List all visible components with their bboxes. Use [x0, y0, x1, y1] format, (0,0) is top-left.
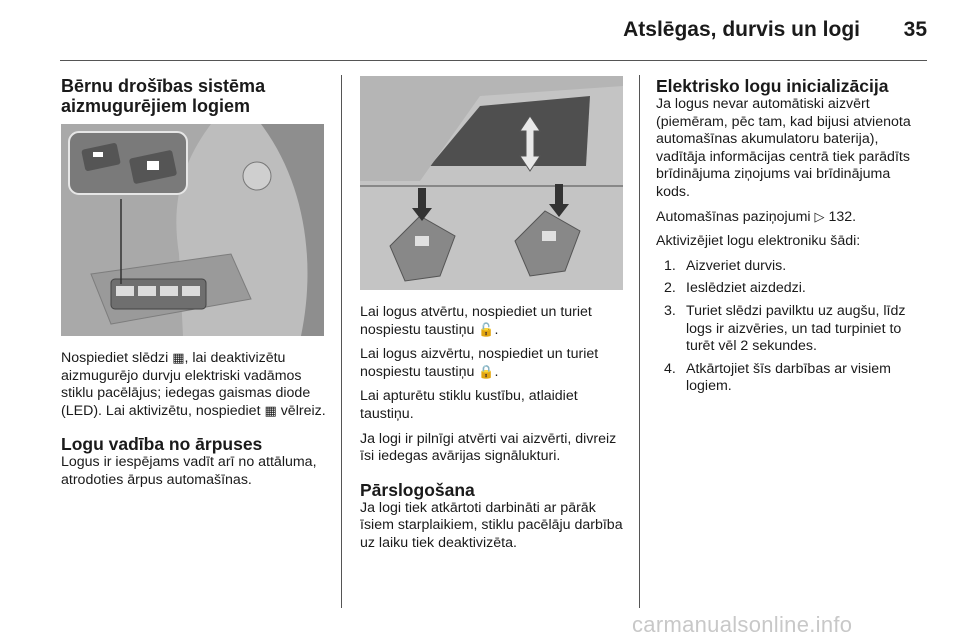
- list-item: [656, 280, 928, 298]
- steps-list: [656, 258, 928, 396]
- step-number: 1.: [664, 257, 676, 274]
- paragraph-open-windows: Lai logus atvērtu, nospiediet un turiet nospiestu taustiņu 🔓.: [360, 304, 592, 338]
- subheading-overload: Pārslogošana: [360, 479, 475, 500]
- lock-icon: 🔒: [478, 364, 495, 380]
- header-rule: [60, 60, 927, 61]
- child-lock-text-c: vēlreiz.: [276, 402, 326, 419]
- right-column: [656, 76, 928, 401]
- page-header-title: Atslēgas, durvis un logi: [623, 18, 860, 41]
- figure-remote-key-window: [360, 76, 623, 290]
- step-number: 2.: [664, 280, 676, 297]
- callout-led: [93, 152, 103, 157]
- paragraph-remote-control: Logus ir iespējams vadīt arī no attāluma, atrodoties ārpus automašīnas.: [61, 454, 317, 488]
- paragraph-vehicle-messages: [656, 209, 928, 227]
- paragraph-initialization-intro: Ja logus nevar automātiski aizvērt (piemēram, pēc tam, kad bijusi atvienota automašīnas akumulatoru baterija), vadītāja informācijas centrā tiek parādīts brīdinājuma ziņojums vai brīdinājuma kods.: [656, 96, 911, 200]
- paragraph-activate: Aktivizējiet logu elektroniku šādi:: [656, 233, 861, 250]
- paragraph-hazard-lights: Ja logi ir pilnīgi atvērti vai aizvērti, divreiz īsi iedegas avārijas signālukturi.: [360, 430, 617, 465]
- step-number: 3.: [664, 302, 676, 319]
- child-lock-window-icon: ▦: [264, 403, 277, 419]
- page-number: 35: [903, 18, 927, 41]
- paragraph-stop-windows: Lai apturētu stiklu kustību, atlaidiet taustiņu.: [360, 388, 578, 422]
- switch-1: [116, 286, 134, 296]
- column-divider-1: [341, 75, 342, 608]
- list-item: [656, 361, 928, 396]
- section-heading-initialization: Elektrisko logu inicializācija: [656, 76, 889, 96]
- unlock-icon: 🔓: [478, 322, 495, 338]
- switch-4: [182, 286, 200, 296]
- list-item: [656, 258, 928, 276]
- close-windows-text: Lai logus aizvērtu, nospiediet un turiet nospiestu taustiņu: [360, 346, 599, 380]
- switch-3: [160, 286, 178, 296]
- subheading-remote-control: Logu vadība no ārpuses: [61, 434, 263, 455]
- child-lock-window-icon: ▦: [172, 351, 185, 366]
- page-reference: 132.: [828, 208, 857, 225]
- column-divider-2: [639, 75, 640, 608]
- open-windows-text: Lai logus atvērtu, nospiediet un turiet nospiestu taustiņu: [360, 304, 592, 338]
- paragraph-overload: Ja logi tiek atkārtoti darbināti ar pārāk īsiem starplaikiem, stiklu pacēlāju darbība uz laiku tiek deaktivizēta.: [360, 499, 623, 551]
- callout-child-lock-symbol: [147, 161, 159, 170]
- step-text: Turiet slēdzi pavilktu uz augšu, līdz logs ir aizvēries, un tad turpiniet to turēt vēl 2 sekundes.: [686, 302, 906, 355]
- paragraph-close-windows: Lai logus aizvērtu, nospiediet un turiet nospiestu taustiņu 🔒.: [360, 346, 599, 380]
- page-reference-arrow-icon: ▷: [814, 209, 825, 225]
- door-handle: [243, 162, 271, 190]
- child-lock-text-a: Nospiediet slēdzi: [61, 350, 173, 366]
- vehicle-messages-text: Automašīnas paziņojumi: [656, 208, 815, 225]
- middle-column: [360, 76, 628, 560]
- list-item: [656, 303, 928, 356]
- watermark: carmanualsonline.info: [632, 612, 853, 637]
- switch-2: [138, 286, 156, 296]
- step-number: 4.: [664, 360, 676, 377]
- step-text: Atkārtojiet šīs darbības ar visiem logiem.: [686, 360, 892, 395]
- figure-door-switch-panel: [61, 124, 324, 336]
- step-text: Ieslēdziet aizdedzi.: [686, 280, 806, 297]
- child-lock-text-b: , lai deaktivizētu aizmugurējo durvju elektriski vadāmos stiklu pacēlājus; iedegas gaismas diode (LED). Lai aktivizētu, nospiediet: [61, 350, 311, 419]
- left-column: [61, 76, 327, 497]
- step-text: Aizveriet durvis.: [686, 257, 787, 274]
- section-heading-child-lock: Bērnu drošības sistēma aizmugurējiem logiem: [61, 76, 266, 116]
- paragraph-child-lock: [61, 350, 327, 420]
